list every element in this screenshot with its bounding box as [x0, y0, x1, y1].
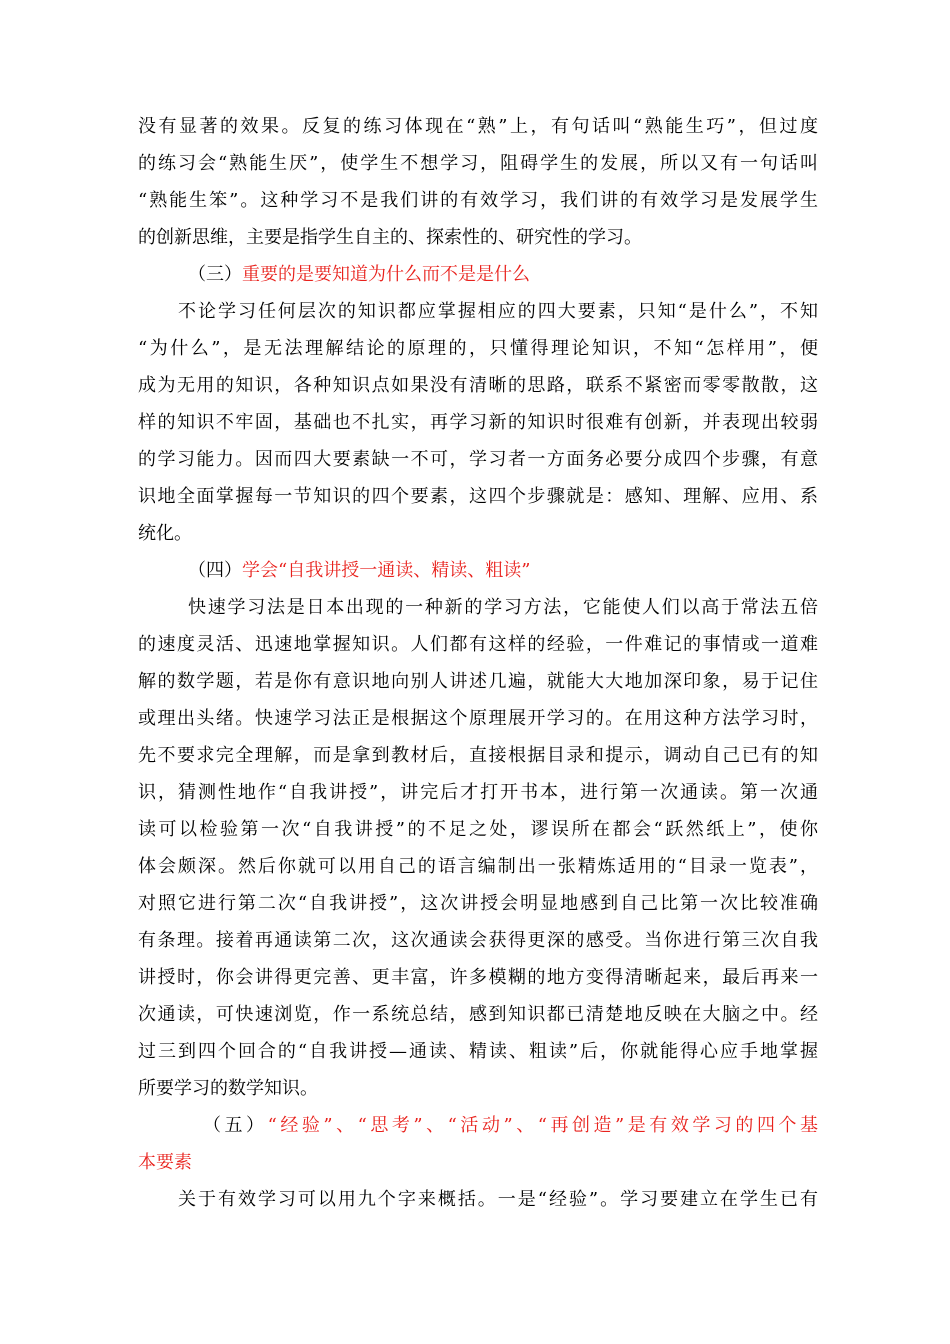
- text-line: 有条理。接着再通读第二次，这次通读会获得更深的感受。当你进行第三次自我: [138, 930, 818, 951]
- text-line: 的练习会“熟能生厌”，使学生不想学习，阻碍学生的发展，所以又有一句话叫: [138, 153, 818, 174]
- section-heading-4: [138, 552, 818, 589]
- section-number: （五）: [203, 1115, 268, 1136]
- text-line: 先不要求完全理解，而是拿到教材后，直接根据目录和提示，调动自己已有的知: [138, 745, 818, 766]
- text-line: 解的数学题，若是你有意识地向别人讲述几遍，就能大大地加深印象，易于记住: [138, 671, 818, 692]
- text-line: 关于有效学习可以用九个字来概括。一是“经验”。学习要建立在学生已有: [178, 1189, 818, 1210]
- text-line: 讲授时，你会讲得更完善、更丰富，许多模糊的地方变得清晰起来，最后再来一: [138, 967, 818, 988]
- section-title: “经验”、“思考”、“活动”、“再创造”是有效学习的四个基: [267, 1115, 818, 1136]
- section-title-continued: 本要素: [138, 1152, 192, 1173]
- section-heading-5: [138, 1107, 818, 1144]
- text-line: 快速学习法是日本出现的一种新的学习方法，它能使人们以高于常法五倍: [188, 597, 818, 618]
- text-line: 识地全面掌握每一节知识的四个要素，这四个步骤就是：感知、理解、应用、系: [138, 486, 818, 507]
- section-number: （三）: [188, 264, 242, 285]
- section-number: （四）: [188, 560, 242, 581]
- text-line: 读可以检验第一次“自我讲授”的不足之处，谬误所在都会“跃然纸上”，使你: [138, 819, 818, 840]
- text-line: 识，猜测性地作“自我讲授”，讲完后才打开书本，进行第一次通读。第一次通: [138, 782, 818, 803]
- text-line: 所要学习的数学知识。: [138, 1078, 318, 1099]
- text-line: 对照它进行第二次“自我讲授”，这次讲授会明显地感到自己比第一次比较准确: [138, 893, 818, 914]
- section-title: 学会“自我讲授一通读、精读、粗读”: [242, 560, 531, 581]
- text-line: 统化。: [138, 523, 192, 544]
- text-line: 的学习能力。因而四大要素缺一不可，学习者一方面务必要分成四个步骤，有意: [138, 449, 818, 470]
- paragraph-section-3: [138, 293, 818, 552]
- text-line: 不论学习任何层次的知识都应掌握相应的四大要素，只知“是什么”，不知: [178, 301, 818, 322]
- text-line: “为什么”，是无法理解结论的原理的，只懂得理论知识，不知“怎样用”，便: [138, 338, 818, 359]
- text-line: 的速度灵活、迅速地掌握知识。人们都有这样的经验，一件难记的事情或一道难: [138, 634, 818, 655]
- section-heading-3: [138, 256, 818, 293]
- section-title: 重要的是要知道为什么而不是是什么: [242, 264, 530, 285]
- text-line: 样的知识不牢固，基础也不扎实，再学习新的知识时很难有创新，并表现出较弱: [138, 412, 818, 433]
- paragraph-section-5: [138, 1181, 818, 1218]
- text-line: 的创新思维，主要是指学生自主的、探索性的、研究性的学习。: [138, 227, 642, 248]
- text-line: 没有显著的效果。反复的练习体现在“熟”上，有句话叫“熟能生巧”，但过度: [138, 116, 818, 137]
- text-line: 成为无用的知识，各种知识点如果没有清晰的思路，联系不紧密而零零散散，这: [138, 375, 818, 396]
- text-line: “熟能生笨”。这种学习不是我们讲的有效学习，我们讲的有效学习是发展学生: [138, 190, 818, 211]
- text-line: 或理出头绪。快速学习法正是根据这个原理展开学习的。在用这种方法学习时，: [138, 708, 818, 729]
- text-line: 过三到四个回合的“自我讲授—通读、精读、粗读”后，你就能得心应手地掌握: [138, 1041, 818, 1062]
- text-line: 次通读，可快速浏览，作一系统总结，感到知识都已清楚地反映在大脑之中。经: [138, 1004, 818, 1025]
- text-line: 体会颇深。然后你就可以用自己的语言编制出一张精炼适用的“目录一览表”，: [138, 856, 818, 877]
- paragraph-section-4: [138, 589, 818, 1107]
- paragraph-intro: [138, 108, 818, 256]
- document-page: [138, 108, 818, 1218]
